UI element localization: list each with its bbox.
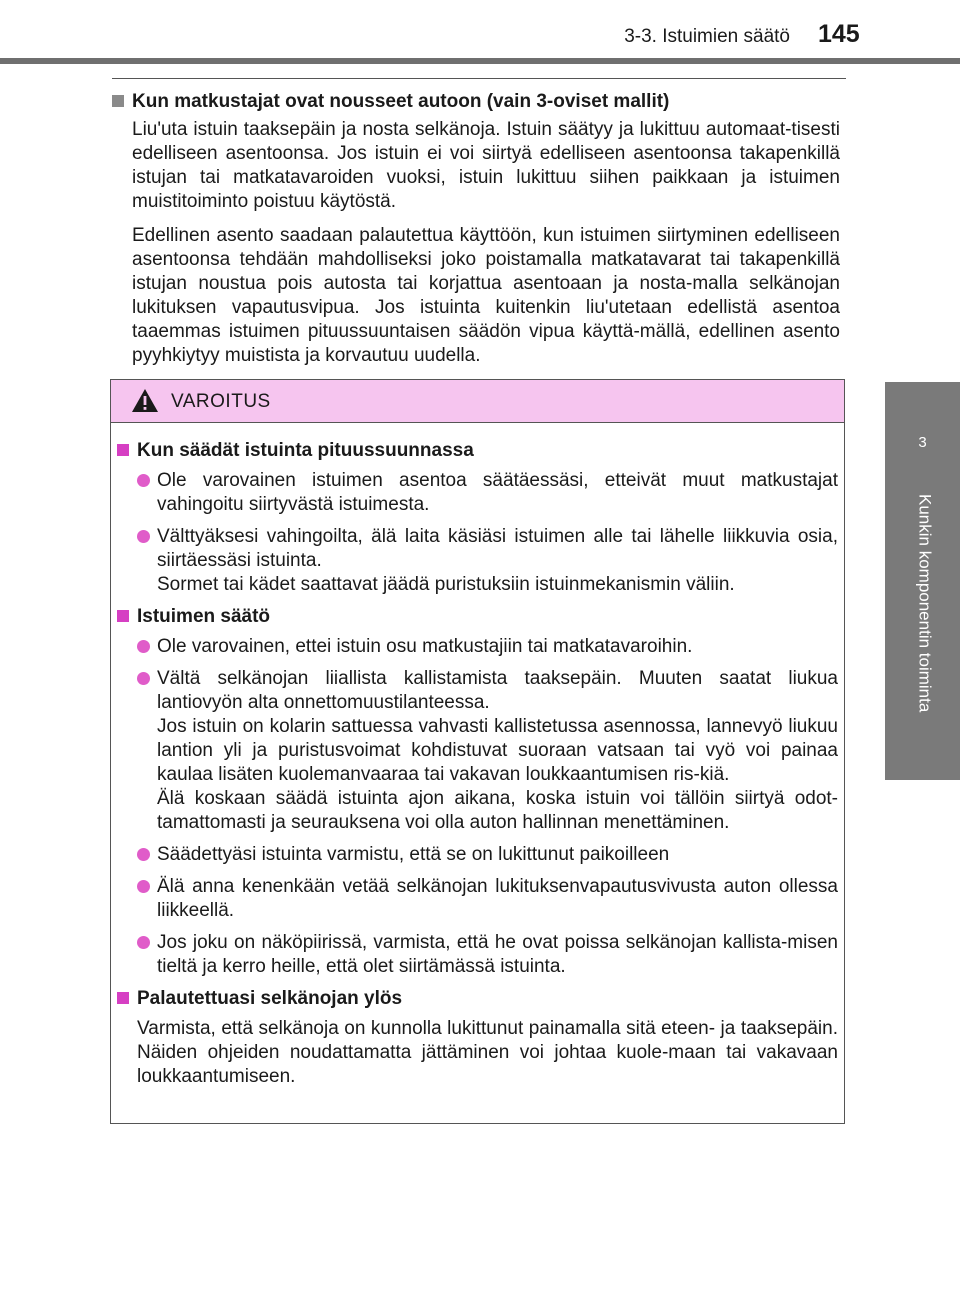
square-bullet-icon	[112, 95, 124, 107]
square-bullet-icon	[117, 992, 129, 1004]
warning-bullet: Ole varovainen istuimen asentoa säätäessäsi, etteivät muut matkustajat vahingoitu siirtyvästä istuimesta.	[117, 469, 838, 517]
section-title: 3-3. Istuimien säätö	[624, 26, 790, 47]
circle-bullet-icon	[137, 880, 150, 893]
warning-title: VAROITUS	[171, 391, 271, 412]
warning-bullet: Säädettyäsi istuinta varmistu, että se on lukittunut paikoilleen	[117, 843, 838, 867]
warning-bullet: Ole varovainen, ettei istuin osu matkustajiin tai matkatavaroihin.	[117, 635, 838, 659]
circle-bullet-icon	[137, 530, 150, 543]
warning-subheading: Palautettuasi selkänojan ylös	[117, 987, 838, 1011]
warning-bullet: Välttyäksesi vahingoilta, älä laita käsiäsi istuimen alle tai lähelle liikkuvia osia, siirtäessäsi istuinta. Sormet tai kädet saattavat jäädä puristuksiin istuinmekanismin väliin.	[117, 525, 838, 597]
body-paragraph: Edellinen asento saadaan palautettua käyttöön, kun istuimen siirtyminen edelliseen asentoonsa tehdään mahdolliseksi joko poistamalla matkatavarat tai takapenkillä istujan noustua pois autosta tai korjattua asentoaan ja nosta-malla selkänojan lukituksen vapautusvipua. Jos istuinta kuitenkin liu'utetaan edellistä asentoa taaemmas istuimen pituussuuntaisen säädön vipua käyttä-mällä, edellinen asento pyyhkiytyy muistista ja korvautuu uudella.	[132, 225, 840, 366]
warning-text: Varmista, että selkänoja on kunnolla lukittunut painamalla sitä eteen- ja taaksepäin. Näiden ohjeiden noudattamatta jättäminen voi johtaa kuole-maan tai vakavaan loukkaantumiseen.	[137, 1018, 838, 1087]
header-rule	[0, 58, 960, 64]
circle-bullet-icon	[137, 936, 150, 949]
body-paragraph: Liu'uta istuin taaksepäin ja nosta selkänoja. Istuin säätyy ja lukittuu automaat-tisesti edelliseen asentoonsa. Jos istuin ei voi siirtyä edelliseen asentoonsa takapenkillä istujan tai matkatavaroiden vuoksi, istuin lukittuu siihen paikkaan ja istuimen muistitoiminto poistuu käytöstä.	[132, 119, 840, 212]
warning-bullet: Älä anna kenenkään vetää selkänojan lukituksenvapautusvivusta auton ollessa liikkeellä.	[117, 875, 838, 923]
main-content	[112, 90, 840, 378]
warning-box	[110, 379, 845, 1124]
circle-bullet-icon	[137, 672, 150, 685]
content-top-rule	[112, 78, 846, 79]
chapter-title: Kunkin komponentin toiminta	[915, 494, 935, 713]
warning-triangle-icon	[131, 388, 159, 418]
circle-bullet-icon	[137, 640, 150, 653]
square-bullet-icon	[117, 610, 129, 622]
circle-bullet-icon	[137, 474, 150, 487]
warning-bullet: Vältä selkänojan liiallista kallistamista taaksepäin. Muuten saatat liukua lantiovyön alta onnettomuustilanteessa. Jos istuin on kolarin sattuessa vahvasti kallistetussa asennossa, lannevyö liukuu lantion yli ja puristusvoimat kohdistuvat suoraan vatsaan tai vyö voi painaa kaulaa lisäten kuolemanvaaraa tai vakavan loukkaantumisen ris-kiä. Älä koskaan säädä istuinta ajon aikana, koska istuin voi tällöin siirtyä odot-tamattomasti ja seurauksena voi olla auton hallinnan menettäminen.	[117, 667, 838, 835]
chapter-number: 3	[918, 434, 927, 451]
warning-subheading: Istuimen säätö	[117, 605, 838, 629]
section-heading-text: Kun matkustajat ovat nousseet autoon (vain 3-oviset mallit)	[132, 91, 670, 112]
warning-header	[111, 380, 844, 423]
circle-bullet-icon	[137, 848, 150, 861]
warning-bullet: Jos joku on näköpiirissä, varmista, että he ovat poissa selkänojan kallista-misen tieltä ja kerro heille, että olet siirtämässä istuinta.	[117, 931, 838, 979]
section-heading	[112, 90, 840, 114]
page-number: 145	[818, 20, 860, 48]
square-bullet-icon	[117, 444, 129, 456]
warning-body	[111, 423, 844, 1089]
chapter-side-tab[interactable]	[885, 382, 960, 780]
warning-subheading: Kun säädät istuinta pituussuunnassa	[117, 439, 838, 463]
